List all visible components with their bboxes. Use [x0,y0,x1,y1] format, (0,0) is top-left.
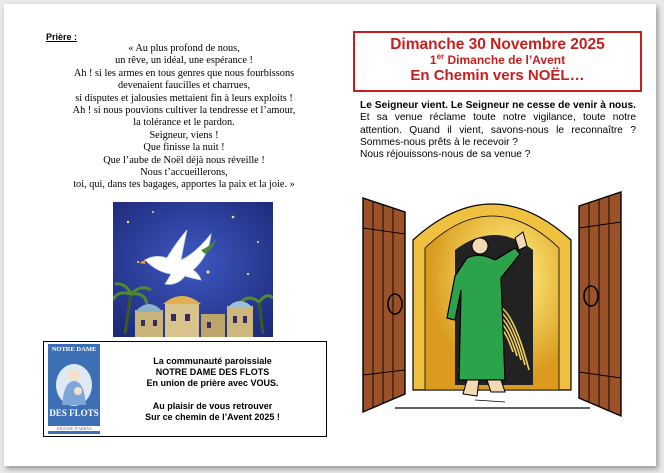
prayer-line: un rêve, un idéal, une espérance ! [115,55,253,67]
title-box [353,31,642,92]
intro-bold: Le Seigneur vient. Le Seigneur ne cesse de venir à nous. [360,100,636,111]
prayer-label: Prière : [46,32,78,42]
prayer-line: toi, qui, dans tes bagages, apportes la paix et la joie. » [73,179,295,191]
logo-diocese: DIOCESE D'ARRAS [48,426,100,431]
open-door-illustration [355,180,630,420]
main-text [360,100,636,161]
question-text: Nous réjouissons-nous de sa venue ? [360,149,531,161]
ordinal-number: 1 [429,53,437,67]
parish-logo [48,344,100,434]
prayer-line: « Au plus profond de nous, [128,43,240,54]
prayer-line: Ah ! si nous pouvions cultiver la tendresse et l’amour, [72,105,296,117]
ordinal-suffix: er [436,52,445,61]
prayer-line: Que finisse la nuit ! [143,142,225,154]
prayer-text [54,43,314,192]
parish-line-1: La communauté paroissiale [153,356,272,366]
madonna-icon [54,361,94,407]
parish-line-4: Au plaisir de vous retrouver [152,400,273,411]
prayer-line: devenaient faucilles et charrues, [117,80,251,92]
prayer-line: Nous t’accueillerons, [140,167,228,179]
prayer-line: si disputes et jalousies mettaient fin à leurs exploits ! [75,92,293,104]
parish-message [100,356,325,423]
prayer-line: la tolérance et le pardon. [133,117,235,129]
prayer-line: Seigneur, viens ! [149,129,219,141]
logo-title-top: NOTRE DAME [51,346,97,353]
logo-title-bottom: DES FLOTS [49,408,99,418]
parish-line-2: NOTRE DAME DES FLOTS [155,367,270,378]
dove-village-illustration [113,202,273,337]
title-date: Dimanche 30 Novembre 2025 [390,36,605,53]
sunday-label: Dimanche de l’Avent [444,53,566,67]
intro-text: Et sa venue réclame toute notre vigilance, toute notre attention. Quand il vient, savons-nous le reconnaître ? Sommes-nous prêts à le recevoir ? [360,112,636,148]
parish-line-5: Sur ce chemin de l’Avent 2025 ! [145,411,280,422]
parish-line-3: En union de prière avec VOUS. [146,378,279,389]
prayer-line: Ah ! si les armes en tous genres que nous fourbissons [73,67,295,79]
prayer-line: Que l’aube de Noël déjà nous réveille ! [103,154,265,166]
title-sunday [355,53,640,67]
title-subtitle: En Chemin vers NOËL… [410,67,585,84]
